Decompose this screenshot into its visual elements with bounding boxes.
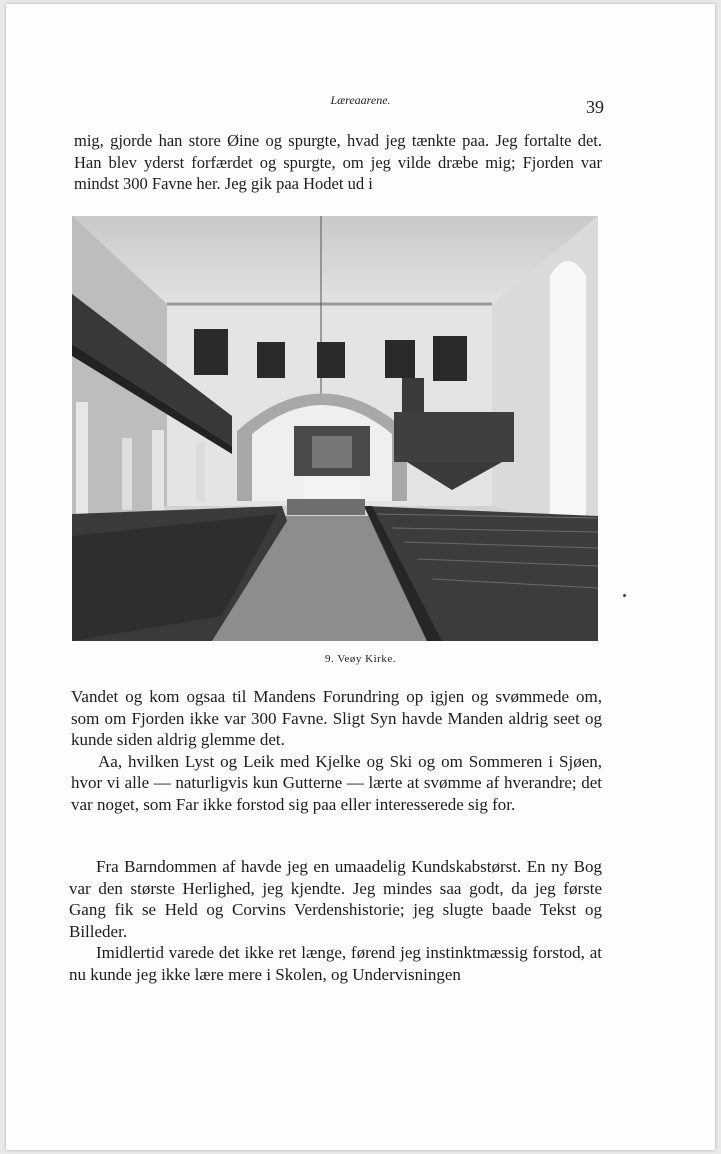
paragraph: Fra Barndommen af havde jeg en umaadelig Kundskabstørst. En ny Bog var den største Herlighed, jeg kjendte. Jeg mindes saa godt, da jeg første Gang fik se Held og Corvins Verdenshistorie; jeg slugte baade Tekst og Billeder. bbox=[69, 857, 602, 941]
figure-caption: 9. Veøy Kirke. bbox=[325, 653, 396, 665]
speck bbox=[623, 594, 626, 597]
running-title: Læreaarene. bbox=[330, 93, 391, 107]
photo-illustration bbox=[72, 216, 598, 641]
paragraph: Vandet og kom ogsaa til Mandens Forundring op igjen og svømmede om, som om Fjorden ikke var 300 Favne. Sligt Syn havde Manden aldrig seet og kunde siden aldrig glemme det. bbox=[71, 687, 602, 749]
paragraph: mig, gjorde han store Øine og spurgte, hvad jeg tænkte paa. Jeg fortalte det. Han blev yderst forfærdet og spurgte, om jeg vilde dræbe mig; Fjorden var mindst 300 Favne her. Jeg gik paa Hodet ud i bbox=[74, 131, 602, 193]
paragraph: Imidlertid varede det ikke ret længe, førend jeg instinktmæssig forstod, at nu kunde jeg ikke lære mere i Skolen, og Undervisningen bbox=[69, 943, 602, 984]
text-block-top bbox=[74, 130, 602, 195]
text-block-bottom bbox=[69, 856, 602, 985]
page-number: 39 bbox=[586, 97, 604, 117]
church-interior-photo bbox=[72, 216, 598, 641]
paragraph: Aa, hvilken Lyst og Leik med Kjelke og Ski og om Sommeren i Sjøen, hvor vi alle — naturligvis kun Gutterne — lærte at svømme af hverandre; det var noget, som Far ikke forstod sig paa eller interesserede sig for. bbox=[71, 751, 602, 814]
text-block-middle bbox=[71, 686, 602, 815]
